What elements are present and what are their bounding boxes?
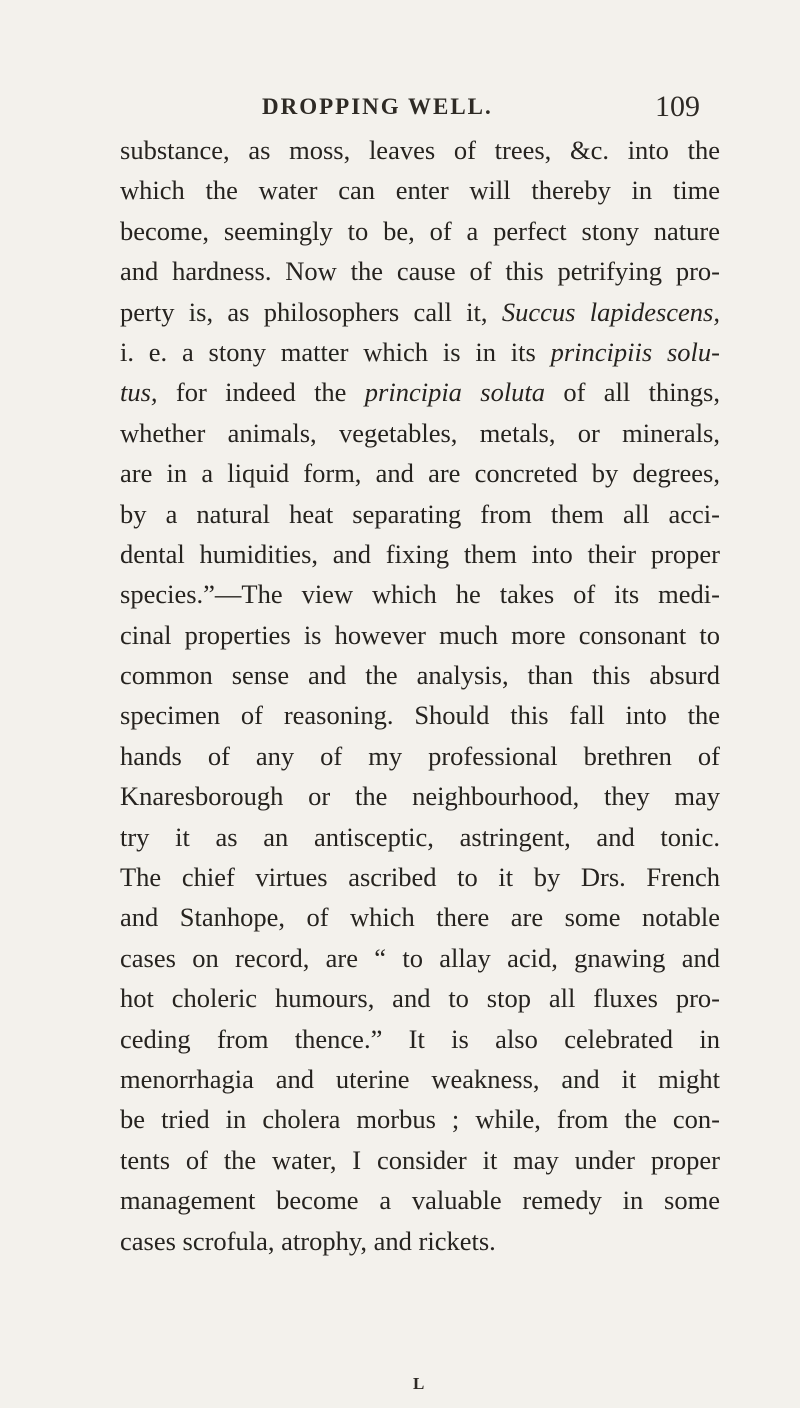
signature-mark: L xyxy=(413,1374,425,1393)
text-segment: by a natural heat separating from them all acci- xyxy=(120,498,720,529)
text-segment: specimen of reasoning. Should this fall into the xyxy=(120,700,720,731)
text-line xyxy=(120,494,720,534)
text-line xyxy=(120,534,720,574)
text-line xyxy=(120,372,720,412)
text-line xyxy=(120,292,720,332)
text-segment: and Stanhope, of which there are some notable xyxy=(120,902,720,933)
running-title: DROPPING WELL. xyxy=(262,94,493,119)
text-segment: Knaresborough or the neighbourhood, they may xyxy=(120,781,720,812)
text-line xyxy=(120,615,720,655)
text-segment: become, seemingly to be, of a perfect stony nature xyxy=(120,215,720,246)
text-segment: cinal properties is however much more consonant to xyxy=(120,619,720,650)
text-segment: menorrhagia and uterine weakness, and it might xyxy=(120,1063,720,1094)
text-segment: be tried in cholera morbus ; while, from the con- xyxy=(120,1104,720,1135)
text-segment: species.”—The view which he takes of its medi- xyxy=(120,579,720,610)
text-segment: ceding from thence.” It is also celebrated in xyxy=(120,1023,720,1054)
text-line xyxy=(120,1140,720,1180)
text-line xyxy=(120,1059,720,1099)
text-line xyxy=(120,938,720,978)
italic-text-segment: Succus lapidescens, xyxy=(501,296,720,327)
text-line xyxy=(120,695,720,735)
text-line xyxy=(120,776,720,816)
text-segment: tents of the water, I consider it may under proper xyxy=(120,1144,720,1175)
text-line xyxy=(120,574,720,614)
text-segment: cases on record, are “ to allay acid, gnawing and xyxy=(120,942,720,973)
text-line xyxy=(120,130,720,170)
page-number: 109 xyxy=(655,90,700,123)
text-segment: substance, as moss, leaves of trees, &c. into the xyxy=(120,135,720,165)
text-segment: of all things, xyxy=(545,377,720,408)
text-segment: common sense and the analysis, than this absurd xyxy=(120,660,720,691)
text-segment: management become a valuable remedy in some xyxy=(120,1185,720,1216)
text-line xyxy=(120,655,720,695)
italic-text-segment: principiis solu- xyxy=(550,336,720,367)
text-segment: which the water can enter will thereby in time xyxy=(120,175,720,206)
text-segment: whether animals, vegetables, metals, or minerals, xyxy=(120,417,720,448)
text-line xyxy=(120,453,720,493)
text-segment: are in a liquid form, and are concreted by degrees, xyxy=(120,458,720,489)
text-line xyxy=(120,211,720,251)
text-line xyxy=(120,413,720,453)
text-segment: The chief virtues ascribed to it by Drs. French xyxy=(120,862,720,893)
text-line xyxy=(120,736,720,776)
text-segment: perty is, as philosophers call it, xyxy=(120,296,502,327)
text-line xyxy=(120,857,720,897)
text-segment: and hardness. Now the cause of this petrifying pro- xyxy=(120,256,720,287)
text-segment: cases scrofula, atrophy, and rickets. xyxy=(120,1225,496,1256)
text-line xyxy=(120,897,720,937)
text-segment: i. e. a stony matter which is in its xyxy=(120,336,551,367)
text-line xyxy=(120,170,720,210)
text-line xyxy=(120,817,720,857)
text-segment: hands of any of my professional brethren of xyxy=(120,740,720,771)
italic-text-segment: tus, xyxy=(120,377,158,408)
text-segment: try it as an antisceptic, astringent, and tonic. xyxy=(120,821,720,852)
text-segment: dental humidities, and fixing them into their proper xyxy=(120,538,720,569)
text-line xyxy=(120,1099,720,1139)
text-line xyxy=(120,332,720,372)
text-line xyxy=(120,1180,720,1220)
text-line xyxy=(120,1221,720,1261)
text-line xyxy=(120,251,720,291)
body-text xyxy=(120,130,720,1261)
text-line xyxy=(120,978,720,1018)
text-segment: for indeed the xyxy=(157,377,365,408)
text-line xyxy=(120,1019,720,1059)
italic-text-segment: principia soluta xyxy=(364,377,546,408)
text-segment: hot choleric humours, and to stop all fluxes pro- xyxy=(120,983,720,1014)
